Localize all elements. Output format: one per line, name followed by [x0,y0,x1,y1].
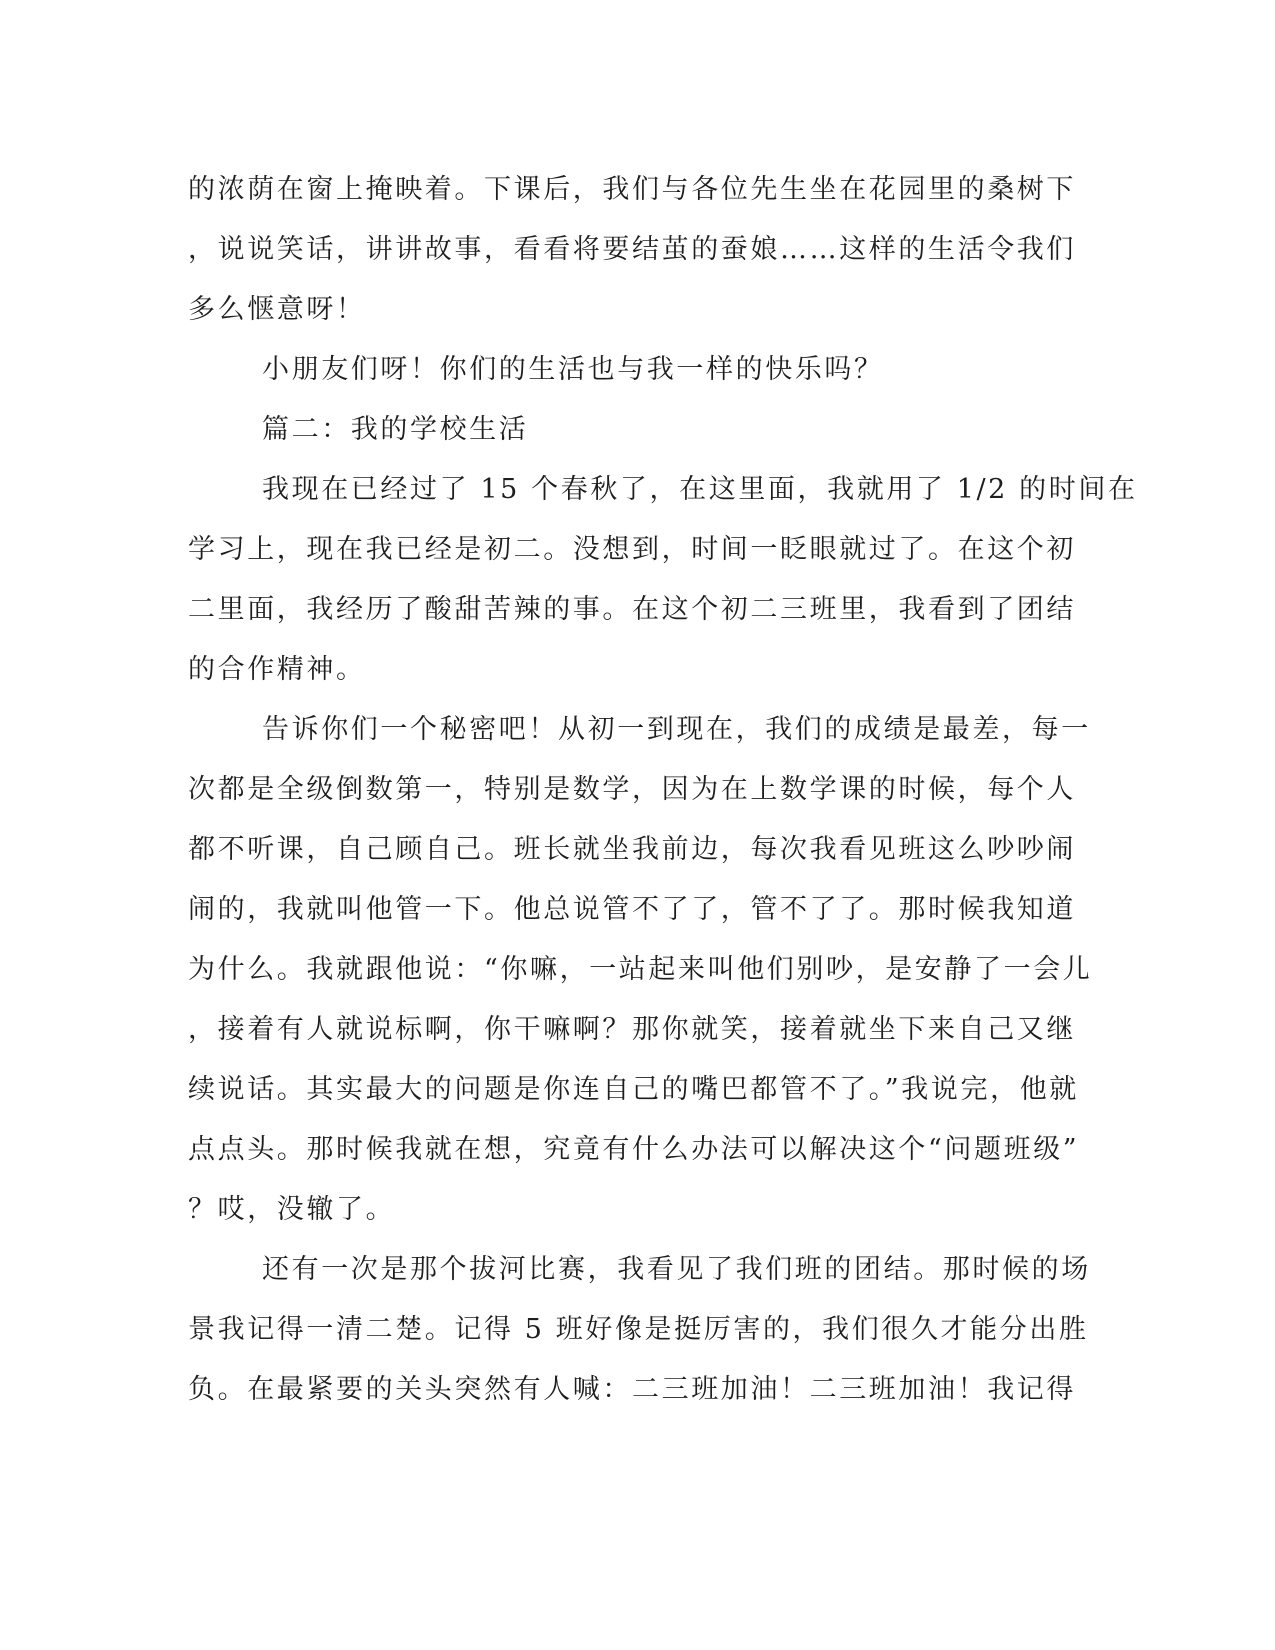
text-line: 点点头。那时候我就在想，究竟有什么办法可以解决这个“问题班级” [188,1134,1080,1165]
text-line: 二里面，我经历了酸甜苦辣的事。在这个初二三班里，我看到了团结 [188,594,1076,625]
text-line: 负。在最紧要的关头突然有人喊：二三班加油！二三班加油！我记得 [188,1374,1076,1405]
text-line: 多么惬意呀！ [188,294,366,325]
text-line: ，说说笑话，讲讲故事，看看将要结茧的蚕娘……这样的生活令我们 [188,234,1076,265]
text-line: 的合作精神。 [188,654,366,685]
body-text [188,160,1138,1420]
paragraph-first-line: 我现在已经过了 15 个春秋了，在这里面，我就用了 1/2 的时间在 [262,474,1138,505]
text-line: 的浓荫在窗上掩映着。下课后，我们与各位先生坐在花园里的桑树下 [188,174,1076,205]
text-line: ，接着有人就说标啊，你干嘛啊？那你就笑，接着就坐下来自己又继 [188,1014,1076,1045]
text-line: 景我记得一清二楚。记得 5 班好像是挺厉害的，我们很久才能分出胜 [188,1314,1089,1345]
text-line: 学习上，现在我已经是初二。没想到，时间一眨眼就过了。在这个初 [188,534,1076,565]
text-line: 都不听课，自己顾自己。班长就坐我前边，每次我看见班这么吵吵闹 [188,834,1076,865]
text-line: 次都是全级倒数第一，特别是数学，因为在上数学课的时候，每个人 [188,774,1076,805]
text-line: 为什么。我就跟他说：“你嘛，一站起来叫他们别吵，是安静了一会儿 [188,954,1093,985]
text-line: ？哎，没辙了。 [188,1194,396,1225]
text-line: 续说话。其实最大的问题是你连自己的嘴巴都管不了。”我说完，他就 [188,1074,1079,1105]
paragraph-first-line: 还有一次是那个拔河比赛，我看见了我们班的团结。那时候的场 [262,1254,1091,1285]
paragraph-first-line: 小朋友们呀！你们的生活也与我一样的快乐吗？ [262,354,884,385]
text-line: 闹的，我就叫他管一下。他总说管不了了，管不了了。那时候我知道 [188,894,1076,925]
section-heading: 篇二：我的学校生活 [262,414,529,445]
paragraph-first-line: 告诉你们一个秘密吧！从初一到现在，我们的成绩是最差，每一 [262,714,1091,745]
